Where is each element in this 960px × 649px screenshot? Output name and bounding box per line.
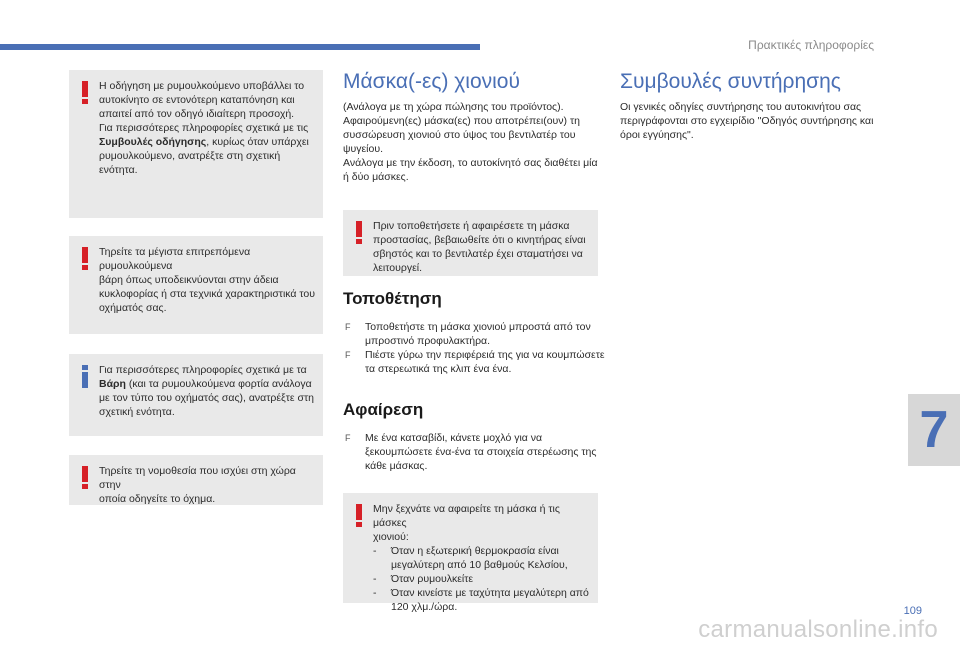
step-bullet-icon: F [345, 433, 351, 443]
snow-mask-title: Μάσκα(-ες) χιονιού [343, 70, 520, 93]
watermark: carmanualsonline.info [698, 616, 938, 643]
warning-icon [352, 220, 366, 244]
note-line: σβηστός και το βεντιλατέρ έχει σταματήσει να [373, 248, 583, 260]
removal-heading: Αφαίρεση [343, 400, 424, 419]
maintenance-line: περιγράφονται στο εγχειρίδιο "Οδηγός συντήρησης και [620, 115, 874, 127]
chapter-tab [908, 394, 960, 466]
warning-icon [78, 246, 92, 270]
intro-line: (Ανάλογα με τη χώρα πώλησης του προϊόντος). [343, 101, 564, 113]
remove-mask-reminder-note [343, 493, 598, 613]
note-text: , κυρίως όταν υπάρχει [206, 136, 309, 148]
step-bullet-icon: F [345, 350, 351, 360]
maintenance-line: Οι γενικές οδηγίες συντήρησης του αυτοκινήτου σας [620, 101, 862, 113]
snow-mask-intro [343, 100, 605, 184]
note-line: κυκλοφορίας ή στα τεχνικά χαρακτηριστικά του [99, 288, 315, 300]
warning-icon [78, 80, 92, 104]
list-item: - Όταν ρυμουλκείτε [373, 573, 474, 585]
note-line: χιονιού: [373, 531, 409, 543]
driving-tips-link-text: Συμβουλές οδήγησης [99, 136, 207, 148]
intro-line: συσσώρευση χιονιού στο ύψος του βεντιλατέρ του [343, 129, 576, 141]
note-line: οχήματός σας. [99, 302, 167, 314]
list-item: - Όταν κινείστε με ταχύτητα μεγαλύτερη από 120 χλμ./ώρα. [373, 587, 589, 613]
legislation-warning-note [69, 455, 323, 505]
note-line: Για περισσότερες πληροφορίες σχετικά με τα [99, 364, 307, 376]
section-title: Πρακτικές πληροφορίες [748, 38, 874, 52]
note-line: απαιτεί από τον οδηγό ιδιαίτερη προσοχή. [99, 108, 295, 120]
towing-warning-note [69, 70, 323, 218]
note-line: Για περισσότερες πληροφορίες σχετικά με τις [99, 122, 309, 134]
note-line: σχετική ενότητα. [99, 406, 175, 418]
warning-icon [78, 465, 92, 489]
weights-link-text: Βάρη [99, 378, 126, 390]
maintenance-text [620, 100, 885, 142]
note-line: Τηρείτε τα μέγιστα επιτρεπόμενα ρυμουλκούμενα [99, 246, 251, 272]
step-bullet-icon: F [345, 322, 351, 332]
weights-warning-note [69, 236, 323, 334]
note-line: αυτοκίνητο σε εντονότερη καταπόνηση και [99, 94, 295, 106]
note-line: βάρη όπως υποδεικνύονται στην άδεια [99, 274, 279, 286]
note-line: λειτουργεί. [373, 262, 422, 274]
list-item: - Όταν η εξωτερική θερμοκρασία είναι μεγαλύτερη από 10 βαθμούς Κελσίου, [373, 545, 568, 571]
maintenance-title: Συμβουλές συντήρησης [620, 70, 841, 93]
list-item: F Πιέστε γύρω την περιφέρειά της για να κουμπώσετε τα στερεωτικά της κλιπ ένα ένα. [345, 349, 605, 375]
weights-info-note [69, 354, 323, 436]
removal-steps [343, 431, 608, 473]
intro-line: ή δύο μάσκες. [343, 171, 409, 183]
top-accent-bar [0, 44, 480, 50]
maintenance-line: όροι εγγύησης". [620, 129, 694, 141]
note-line: προστασίας, βεβαιωθείτε ότι ο κινητήρας είναι [373, 234, 586, 246]
page-number: 109 [903, 605, 922, 617]
note-line: με τον τύπο του οχήματός σας), ανατρέξτε στη [99, 392, 314, 404]
note-line: οποία οδηγείτε το όχημα. [99, 493, 216, 505]
note-line: Η οδήγηση με ρυμουλκούμενο υποβάλλει το [99, 80, 305, 92]
note-line: Πριν τοποθετήσετε ή αφαιρέσετε τη μάσκα [373, 220, 570, 232]
note-text: (και τα ρυμουλκούμενα φορτία ανάλογα [125, 378, 312, 390]
list-item: F Τοποθετήστε τη μάσκα χιονιού μπροστά από τον μπροστινό προφυλακτήρα. [345, 321, 591, 347]
installation-steps [343, 320, 608, 376]
info-icon [78, 364, 92, 388]
intro-line: Αφαιρούμενη(ες) μάσκα(ες) που αποτρέπει(ουν) τη [343, 115, 580, 127]
intro-line: Ανάλογα με την έκδοση, το αυτοκίνητό σας διαθέτει μία [343, 157, 598, 169]
warning-icon [352, 503, 366, 527]
note-line: ρυμουλκούμενο, ανατρέξτε στη σχετική ενότητα. [99, 150, 281, 176]
engine-off-warning-note [343, 210, 598, 276]
installation-heading: Τοποθέτηση [343, 289, 442, 308]
chapter-number: 7 [919, 401, 949, 459]
intro-line: ψυγείου. [343, 143, 383, 155]
reminder-list [373, 544, 590, 614]
note-line: Τηρείτε τη νομοθεσία που ισχύει στη χώρα στην [99, 465, 296, 491]
note-line: Μην ξεχνάτε να αφαιρείτε τη μάσκα ή τις μάσκες [373, 503, 560, 529]
list-item: F Με ένα κατσαβίδι, κάνετε μοχλό για να ξεκουμπώσετε ένα-ένα τα στοιχεία στερέωσης της κάθε μάσκας. [345, 432, 597, 472]
